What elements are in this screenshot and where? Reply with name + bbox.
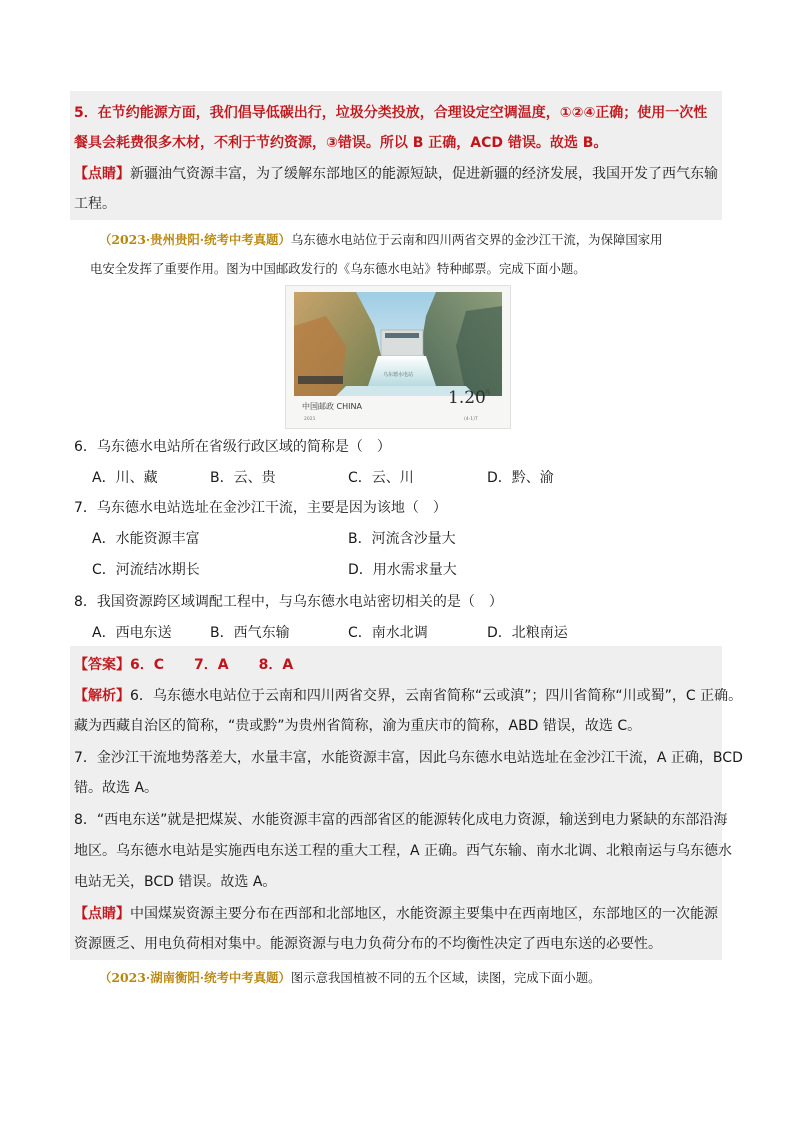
q8-option-c: C．南水北调 bbox=[348, 625, 428, 641]
q7-option-d: D．用水需求量大 bbox=[348, 562, 457, 578]
analysis-line5: 8．“西电东送”就是把煤炭、水能资源丰富的西部省区的能源转化成电力资源，输送到电力紧缺的东部沿海 bbox=[74, 812, 728, 828]
stamp-denomination-unit: 元 bbox=[485, 389, 491, 395]
intro2-source: （2023·湖南衡阳·统考中考真题） bbox=[99, 970, 291, 985]
question-7-stem: 7．乌东德水电站选址在金沙江干流，主要是因为该地（ ） bbox=[74, 500, 447, 516]
analysis-line1 bbox=[74, 686, 742, 706]
stamp-serial: (4-1)T bbox=[464, 417, 478, 422]
dianjing-tag: 【点睛】 bbox=[74, 166, 130, 182]
answer-line bbox=[74, 655, 293, 675]
dianjing-text-2: 工程。 bbox=[74, 196, 116, 212]
question-intro-1-line2 bbox=[70, 258, 722, 280]
svg-text:乌东德水电站: 乌东德水电站 bbox=[382, 372, 414, 378]
question-8-stem: 8．我国资源跨区域调配工程中，与乌东德水电站密切相关的是（ ） bbox=[74, 594, 503, 610]
q8-option-a: A．西电东送 bbox=[92, 625, 172, 641]
analysis-line2: 藏为西藏自治区的简称，“贵或黔”为贵州省简称，渝为重庆市的简称，ABD 错误，故选 C。 bbox=[74, 718, 642, 734]
dianjing2-line1 bbox=[74, 904, 718, 924]
answer-6: 6．C bbox=[130, 657, 165, 673]
answer-tag: 【答案】 bbox=[74, 657, 130, 673]
intro1-text-1: 乌东德水电站位于云南和四川两省交界的金沙江干流，为保障国家用 bbox=[290, 232, 663, 247]
question-6-stem: 6．乌东德水电站所在省级行政区域的简称是（ ） bbox=[74, 439, 391, 455]
q5-analysis-line2 bbox=[74, 133, 607, 153]
stamp-caption-text bbox=[383, 371, 413, 378]
q5-analysis-line1 bbox=[74, 103, 707, 123]
dianjing2-tag: 【点睛】 bbox=[74, 906, 130, 922]
stamp-postal-label: 中国邮政 CHINA bbox=[302, 402, 362, 411]
q7-option-c: C．河流结冰期长 bbox=[92, 562, 200, 578]
analysis-line3: 7．金沙江干流地势落差大，水量丰富，水能资源丰富，因此乌东德水电站选址在金沙江干流，A 正确，BCD bbox=[74, 750, 743, 766]
dianjing-text-1: 新疆油气资源丰富，为了缓解东部地区的能源短缺，促进新疆的经济发展，我国开发了西气东输 bbox=[130, 166, 718, 182]
q5-analysis-text-2: 餐具会耗费很多木材，不利于节约资源，③错误。所以 B 正确，ACD 错误。故选 B。 bbox=[74, 135, 608, 151]
dianjing-line1 bbox=[74, 164, 718, 184]
q8-option-d: D．北粮南运 bbox=[487, 625, 568, 641]
question-intro-1 bbox=[70, 229, 722, 251]
stamp-year-code: 2021 bbox=[304, 417, 316, 422]
analysis-line7: 电站无关，BCD 错误。故选 A。 bbox=[74, 874, 277, 890]
spillway-water bbox=[368, 356, 436, 386]
stamp-denomination: 1.20 bbox=[448, 388, 486, 408]
intro2-text: 图示意我国植被不同的五个区域，读图，完成下面小题。 bbox=[290, 970, 601, 985]
intro1-text-2: 电安全发挥了重要作用。图为中国邮政发行的《乌东德水电站》特种邮票。完成下面小题。 bbox=[90, 261, 586, 276]
q6-option-a: A．川、藏 bbox=[92, 470, 158, 486]
q8-option-b: B．西气东输 bbox=[210, 625, 290, 641]
q7-option-b: B．河流含沙量大 bbox=[348, 531, 456, 547]
q6-option-b: B．云、贵 bbox=[210, 470, 276, 486]
analysis-line6: 地区。乌东德水电站是实施西电东送工程的重大工程，A 正确。西气东输、南水北调、北粮南运与乌东德水 bbox=[74, 843, 733, 859]
answer-7: 7．A bbox=[194, 657, 229, 673]
q7-option-a: A．水能资源丰富 bbox=[92, 531, 200, 547]
stamp-image bbox=[285, 285, 511, 429]
analysis-text-1: 6．乌东德水电站位于云南和四川两省交界，云南省简称“云或滇”；四川省简称“川或蜀”，C 正确。 bbox=[130, 688, 743, 704]
dianjing2-text-1: 中国煤炭资源主要分布在西部和北部地区，水能资源主要集中在西南地区，东部地区的一次能源 bbox=[130, 906, 718, 922]
analysis-tag: 【解析】 bbox=[74, 688, 130, 704]
q5-analysis-text-1: 5．在节约能源方面，我们倡导低碳出行，垃圾分类投放，合理设定空调温度，①②④正确；使用一次性 bbox=[74, 105, 708, 121]
stamp-illustration bbox=[286, 286, 510, 428]
question-intro-2 bbox=[70, 967, 722, 989]
intro1-source: （2023·贵州贵阳·统考中考真题） bbox=[99, 232, 291, 247]
dianjing-line2 bbox=[74, 194, 116, 214]
analysis-line4: 错。故选 A。 bbox=[74, 780, 159, 796]
answer-8: 8．A bbox=[258, 657, 294, 673]
q6-option-d: D．黔、渝 bbox=[487, 470, 554, 486]
dianjing2-line2: 资源匮乏、用电负荷相对集中。能源资源与电力负荷分布的不均衡性决定了西电东送的必要性。 bbox=[74, 936, 662, 952]
q6-option-c: C．云、川 bbox=[348, 470, 414, 486]
